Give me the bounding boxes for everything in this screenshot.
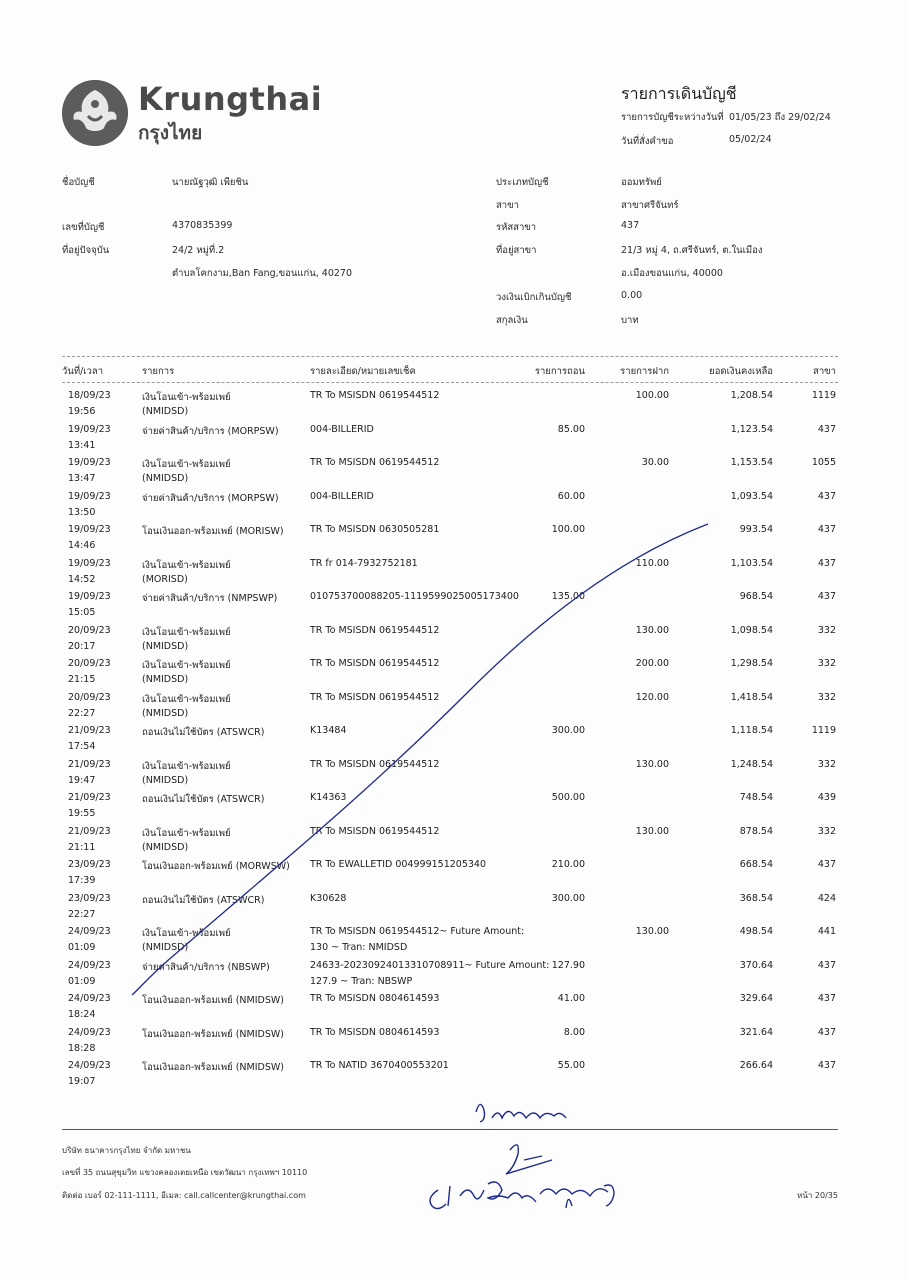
row-date: 19/09/23 bbox=[68, 524, 111, 535]
row-description: เงินโอนเข้า-พร้อมเพย์ bbox=[142, 459, 231, 470]
row-date: 23/09/23 bbox=[68, 859, 111, 870]
row-date: 18/09/23 bbox=[68, 390, 111, 401]
period-label: รายการบัญชีระหว่างวันที่ bbox=[621, 112, 724, 123]
row-detail: 010753700088205-1119599025005173400 bbox=[310, 591, 519, 602]
row-description: ถอนเงินไม่ใช้บัตร (ATSWCR) bbox=[142, 894, 265, 906]
row-date: 21/09/23 bbox=[68, 792, 111, 803]
row-branch: 332 bbox=[817, 658, 836, 669]
row-detail: TR To MSISDN 0619544512~ Future Amount: bbox=[310, 926, 525, 937]
row-description: เงินโอนเข้า-พร้อมเพย์ bbox=[142, 392, 231, 403]
row-time: 13:41 bbox=[68, 439, 96, 451]
row-description: โอนเงินออก-พร้อมเพย์ (MORWSW) bbox=[142, 861, 290, 872]
row-balance: 993.54 bbox=[739, 524, 773, 535]
row-description: โอนเงินออก-พร้อมเพย์ (NMIDSW) bbox=[142, 1062, 284, 1073]
order-date-label: วันที่สั่งคำขอ bbox=[621, 136, 674, 147]
row-detail-cont: 127.9 ~ Tran: NBSWP bbox=[310, 975, 413, 987]
address-label: ที่อยู่ปัจจุบัน bbox=[62, 245, 110, 256]
row-branch: 332 bbox=[817, 691, 836, 703]
row-detail: TR To MSISDN 0619544512 bbox=[310, 390, 440, 401]
row-withdrawal: 300.00 bbox=[551, 725, 585, 736]
row-date: 24/09/23 bbox=[68, 1026, 111, 1038]
row-branch: 437 bbox=[817, 993, 836, 1004]
row-branch: 437 bbox=[817, 959, 836, 971]
row-withdrawal: 127.90 bbox=[551, 959, 585, 971]
row-deposit: 130.00 bbox=[635, 926, 669, 937]
header-deposit: รายการฝาก bbox=[620, 366, 669, 377]
footer-contact: ติดต่อ เบอร์ 02-111-1111, อีเมล: call.callcenter@krungthai.com bbox=[62, 1191, 306, 1200]
row-time: 19:47 bbox=[68, 774, 96, 786]
row-time: 21:15 bbox=[68, 674, 96, 685]
row-description-code: (NMIDSD) bbox=[142, 942, 189, 953]
branch-address-line1: 21/3 หมู่ 4, ถ.ศรีจันทร์, ต.ในเมือง bbox=[621, 245, 763, 256]
row-deposit: 200.00 bbox=[635, 658, 669, 669]
row-withdrawal: 100.00 bbox=[551, 524, 585, 535]
row-detail: K13484 bbox=[310, 725, 347, 736]
row-time: 19:07 bbox=[68, 1076, 96, 1087]
row-detail-cont: 130 ~ Tran: NMIDSD bbox=[310, 942, 408, 953]
row-branch: 437 bbox=[817, 557, 836, 569]
row-time: 17:39 bbox=[68, 875, 96, 886]
row-description: เงินโอนเข้า-พร้อมเพย์ bbox=[142, 559, 231, 571]
row-detail: TR To MSISDN 0619544512 bbox=[310, 457, 440, 468]
row-balance: 329.64 bbox=[739, 993, 773, 1004]
row-description-code: (NMIDSD) bbox=[142, 640, 189, 652]
row-description-code: (NMIDSD) bbox=[142, 774, 189, 786]
row-branch: 332 bbox=[817, 624, 836, 636]
row-time: 13:47 bbox=[68, 473, 96, 484]
row-balance: 368.54 bbox=[739, 892, 773, 904]
branch-code-value: 437 bbox=[621, 220, 640, 231]
row-detail: TR To MSISDN 0630505281 bbox=[310, 524, 440, 535]
header-datetime: วันที่/เวลา bbox=[62, 366, 104, 377]
row-description: เงินโอนเข้า-พร้อมเพย์ bbox=[142, 827, 231, 839]
row-date: 20/09/23 bbox=[68, 624, 111, 636]
row-balance: 321.64 bbox=[739, 1026, 773, 1038]
row-detail: TR To MSISDN 0619544512 bbox=[310, 825, 440, 837]
row-description: เงินโอนเข้า-พร้อมเพย์ bbox=[142, 660, 231, 671]
currency-value: บาท bbox=[621, 315, 639, 326]
row-branch: 437 bbox=[817, 591, 836, 602]
row-detail: 24633-20230924013310708911~ Future Amount: bbox=[310, 959, 550, 971]
row-balance: 1,093.54 bbox=[730, 490, 773, 502]
row-time: 13:50 bbox=[68, 506, 96, 518]
row-description: เงินโอนเข้า-พร้อมเพย์ bbox=[142, 760, 231, 772]
header-detail: รายละเอียด/หมายเลขเช็ค bbox=[310, 366, 416, 377]
footer-address: เลขที่ 35 ถนนสุขุมวิท แขวงคลองเตยเหนือ เขตวัฒนา กรุงเทพฯ 10110 bbox=[62, 1168, 308, 1177]
page-number: หน้า 20/35 bbox=[797, 1191, 838, 1200]
row-branch: 332 bbox=[817, 758, 836, 770]
row-date: 20/09/23 bbox=[68, 691, 111, 703]
header-withdrawal: รายการถอน bbox=[534, 366, 585, 377]
row-description-code: (NMIDSD) bbox=[142, 841, 189, 853]
row-withdrawal: 300.00 bbox=[551, 892, 585, 904]
row-balance: 1,208.54 bbox=[730, 390, 773, 401]
row-balance: 668.54 bbox=[739, 859, 773, 870]
row-balance: 1,298.54 bbox=[730, 658, 773, 669]
row-detail: 004-BILLERID bbox=[310, 423, 374, 435]
row-time: 18:24 bbox=[68, 1009, 96, 1020]
row-time: 22:27 bbox=[68, 707, 96, 719]
row-balance: 1,123.54 bbox=[730, 423, 773, 435]
row-time: 14:46 bbox=[68, 540, 96, 551]
row-time: 19:56 bbox=[68, 406, 96, 417]
row-time: 14:52 bbox=[68, 573, 96, 585]
row-description-code: (NMIDSD) bbox=[142, 406, 189, 417]
row-description: ถอนเงินไม่ใช้บัตร (ATSWCR) bbox=[142, 727, 265, 738]
row-time: 18:28 bbox=[68, 1042, 96, 1054]
currency-label: สกุลเงิน bbox=[496, 315, 528, 326]
row-detail: K14363 bbox=[310, 792, 347, 803]
row-date: 24/09/23 bbox=[68, 1060, 111, 1071]
row-withdrawal: 135.00 bbox=[551, 591, 585, 602]
row-description: โอนเงินออก-พร้อมเพย์ (NMIDSW) bbox=[142, 995, 284, 1006]
bank-name-th: กรุงไทย bbox=[138, 122, 203, 144]
row-time: 15:05 bbox=[68, 607, 96, 618]
row-date: 19/09/23 bbox=[68, 457, 111, 468]
row-description: จ่ายค่าสินค้า/บริการ (NBSWP) bbox=[142, 961, 270, 973]
row-branch: 437 bbox=[817, 1026, 836, 1038]
row-withdrawal: 41.00 bbox=[557, 993, 585, 1004]
header-description: รายการ bbox=[142, 366, 175, 377]
row-detail: TR To EWALLETID 004999151205340 bbox=[310, 859, 487, 870]
row-time: 17:54 bbox=[68, 741, 96, 752]
row-date: 21/09/23 bbox=[68, 825, 111, 837]
address-line2: ตำบลโคกงาม,Ban Fang,ขอนแก่น, 40270 bbox=[172, 268, 353, 279]
row-balance: 266.64 bbox=[739, 1060, 773, 1071]
row-description: โอนเงินออก-พร้อมเพย์ (NMIDSW) bbox=[142, 1028, 284, 1040]
row-detail: TR To MSISDN 0619544512 bbox=[310, 658, 440, 669]
row-description: เงินโอนเข้า-พร้อมเพย์ bbox=[142, 928, 231, 939]
row-date: 21/09/23 bbox=[68, 758, 111, 770]
row-branch: 437 bbox=[817, 490, 836, 502]
row-withdrawal: 8.00 bbox=[563, 1026, 585, 1038]
row-branch: 439 bbox=[817, 792, 836, 803]
row-balance: 1,098.54 bbox=[730, 624, 773, 636]
row-date: 19/09/23 bbox=[68, 591, 111, 602]
row-balance: 1,103.54 bbox=[730, 557, 773, 569]
row-detail: TR To MSISDN 0619544512 bbox=[310, 758, 440, 770]
row-deposit: 100.00 bbox=[635, 390, 669, 401]
header-balance: ยอดเงินคงเหลือ bbox=[709, 366, 773, 377]
row-branch: 1055 bbox=[811, 457, 836, 468]
row-branch: 437 bbox=[817, 859, 836, 870]
row-detail: 004-BILLERID bbox=[310, 490, 374, 502]
row-branch: 441 bbox=[817, 926, 836, 937]
row-deposit: 30.00 bbox=[641, 457, 669, 468]
row-balance: 1,118.54 bbox=[730, 725, 773, 736]
account-name-value: นายณัฐวุฒิ เพียชิน bbox=[172, 177, 249, 188]
row-description: เงินโอนเข้า-พร้อมเพย์ bbox=[142, 693, 231, 705]
footer-company: บริษัท ธนาคารกรุงไทย จำกัด มหาชน bbox=[62, 1146, 191, 1155]
row-description: เงินโอนเข้า-พร้อมเพย์ bbox=[142, 626, 231, 638]
row-branch: 437 bbox=[817, 524, 836, 535]
row-branch: 332 bbox=[817, 825, 836, 837]
address-line1: 24/2 หมู่ที่.2 bbox=[172, 245, 225, 256]
row-withdrawal: 500.00 bbox=[551, 792, 585, 803]
overdraft-label: วงเงินเบิกเกินบัญชี bbox=[496, 292, 572, 303]
row-description: จ่ายค่าสินค้า/บริการ (NMPSWP) bbox=[142, 593, 278, 604]
period-value: 01/05/23 ถึง 29/02/24 bbox=[729, 112, 831, 123]
row-balance: 370.64 bbox=[739, 959, 773, 971]
row-description-code: (MORISD) bbox=[142, 573, 188, 585]
row-branch: 1119 bbox=[811, 390, 836, 401]
row-date: 19/09/23 bbox=[68, 557, 111, 569]
row-description: จ่ายค่าสินค้า/บริการ (MORPSW) bbox=[142, 425, 279, 437]
branch-address-label: ที่อยู่สาขา bbox=[496, 245, 537, 256]
row-deposit: 130.00 bbox=[635, 825, 669, 837]
branch-value: สาขาศรีจันทร์ bbox=[621, 200, 679, 211]
branch-label: สาขา bbox=[496, 200, 519, 211]
header-branch: สาขา bbox=[813, 366, 836, 377]
row-detail: TR To MSISDN 0619544512 bbox=[310, 624, 440, 636]
row-withdrawal: 210.00 bbox=[551, 859, 585, 870]
row-time: 22:27 bbox=[68, 908, 96, 920]
row-branch: 437 bbox=[817, 1060, 836, 1071]
row-detail: TR To MSISDN 0804614593 bbox=[310, 993, 440, 1004]
row-branch: 424 bbox=[817, 892, 836, 904]
row-time: 01:09 bbox=[68, 975, 96, 987]
row-date: 19/09/23 bbox=[68, 423, 111, 435]
row-deposit: 110.00 bbox=[635, 557, 669, 569]
row-balance: 498.54 bbox=[739, 926, 773, 937]
row-time: 21:11 bbox=[68, 841, 96, 853]
account-number-label: เลขที่บัญชี bbox=[62, 222, 105, 233]
account-name-label: ชื่อบัญชี bbox=[62, 177, 95, 188]
row-balance: 748.54 bbox=[739, 792, 773, 803]
row-balance: 1,153.54 bbox=[730, 457, 773, 468]
row-description: จ่ายค่าสินค้า/บริการ (MORPSW) bbox=[142, 492, 279, 504]
branch-address-line2: อ.เมืองขอนแก่น, 40000 bbox=[621, 268, 723, 279]
row-balance: 1,248.54 bbox=[730, 758, 773, 770]
row-deposit: 130.00 bbox=[635, 758, 669, 770]
row-detail: TR fr 014-7932752181 bbox=[310, 557, 418, 569]
order-date-value: 05/02/24 bbox=[729, 134, 772, 145]
row-description: โอนเงินออก-พร้อมเพย์ (MORISW) bbox=[142, 526, 284, 537]
row-deposit: 130.00 bbox=[635, 624, 669, 636]
row-date: 19/09/23 bbox=[68, 490, 111, 502]
row-withdrawal: 60.00 bbox=[557, 490, 585, 502]
bank-name-en: Krungthai bbox=[138, 80, 323, 118]
overdraft-value: 0.00 bbox=[621, 290, 643, 301]
row-time: 20:17 bbox=[68, 640, 96, 652]
row-date: 24/09/23 bbox=[68, 993, 111, 1004]
row-withdrawal: 55.00 bbox=[557, 1060, 585, 1071]
row-detail: K30628 bbox=[310, 892, 347, 904]
row-date: 20/09/23 bbox=[68, 658, 111, 669]
row-balance: 1,418.54 bbox=[730, 691, 773, 703]
row-time: 19:55 bbox=[68, 808, 96, 819]
row-date: 24/09/23 bbox=[68, 959, 111, 971]
branch-code-label: รหัสสาขา bbox=[496, 222, 537, 233]
row-date: 23/09/23 bbox=[68, 892, 111, 904]
row-time: 01:09 bbox=[68, 942, 96, 953]
row-deposit: 120.00 bbox=[635, 691, 669, 703]
row-detail: TR To MSISDN 0619544512 bbox=[310, 691, 440, 703]
row-date: 24/09/23 bbox=[68, 926, 111, 937]
row-description-code: (NMIDSD) bbox=[142, 674, 189, 685]
row-branch: 1119 bbox=[811, 725, 836, 736]
account-type-label: ประเภทบัญชี bbox=[496, 177, 549, 188]
row-description-code: (NMIDSD) bbox=[142, 707, 189, 719]
row-date: 21/09/23 bbox=[68, 725, 111, 736]
row-balance: 878.54 bbox=[739, 825, 773, 837]
account-type-value: ออมทรัพย์ bbox=[621, 177, 662, 188]
statement-title: รายการเดินบัญชี bbox=[621, 84, 737, 103]
row-balance: 968.54 bbox=[739, 591, 773, 602]
row-description: ถอนเงินไม่ใช้บัตร (ATSWCR) bbox=[142, 794, 265, 805]
row-description-code: (NMIDSD) bbox=[142, 473, 189, 484]
row-detail: TR To MSISDN 0804614593 bbox=[310, 1026, 440, 1038]
row-detail: TR To NATID 3670400553201 bbox=[310, 1060, 449, 1071]
row-withdrawal: 85.00 bbox=[557, 423, 585, 435]
account-number-value: 4370835399 bbox=[172, 220, 233, 231]
row-branch: 437 bbox=[817, 423, 836, 435]
